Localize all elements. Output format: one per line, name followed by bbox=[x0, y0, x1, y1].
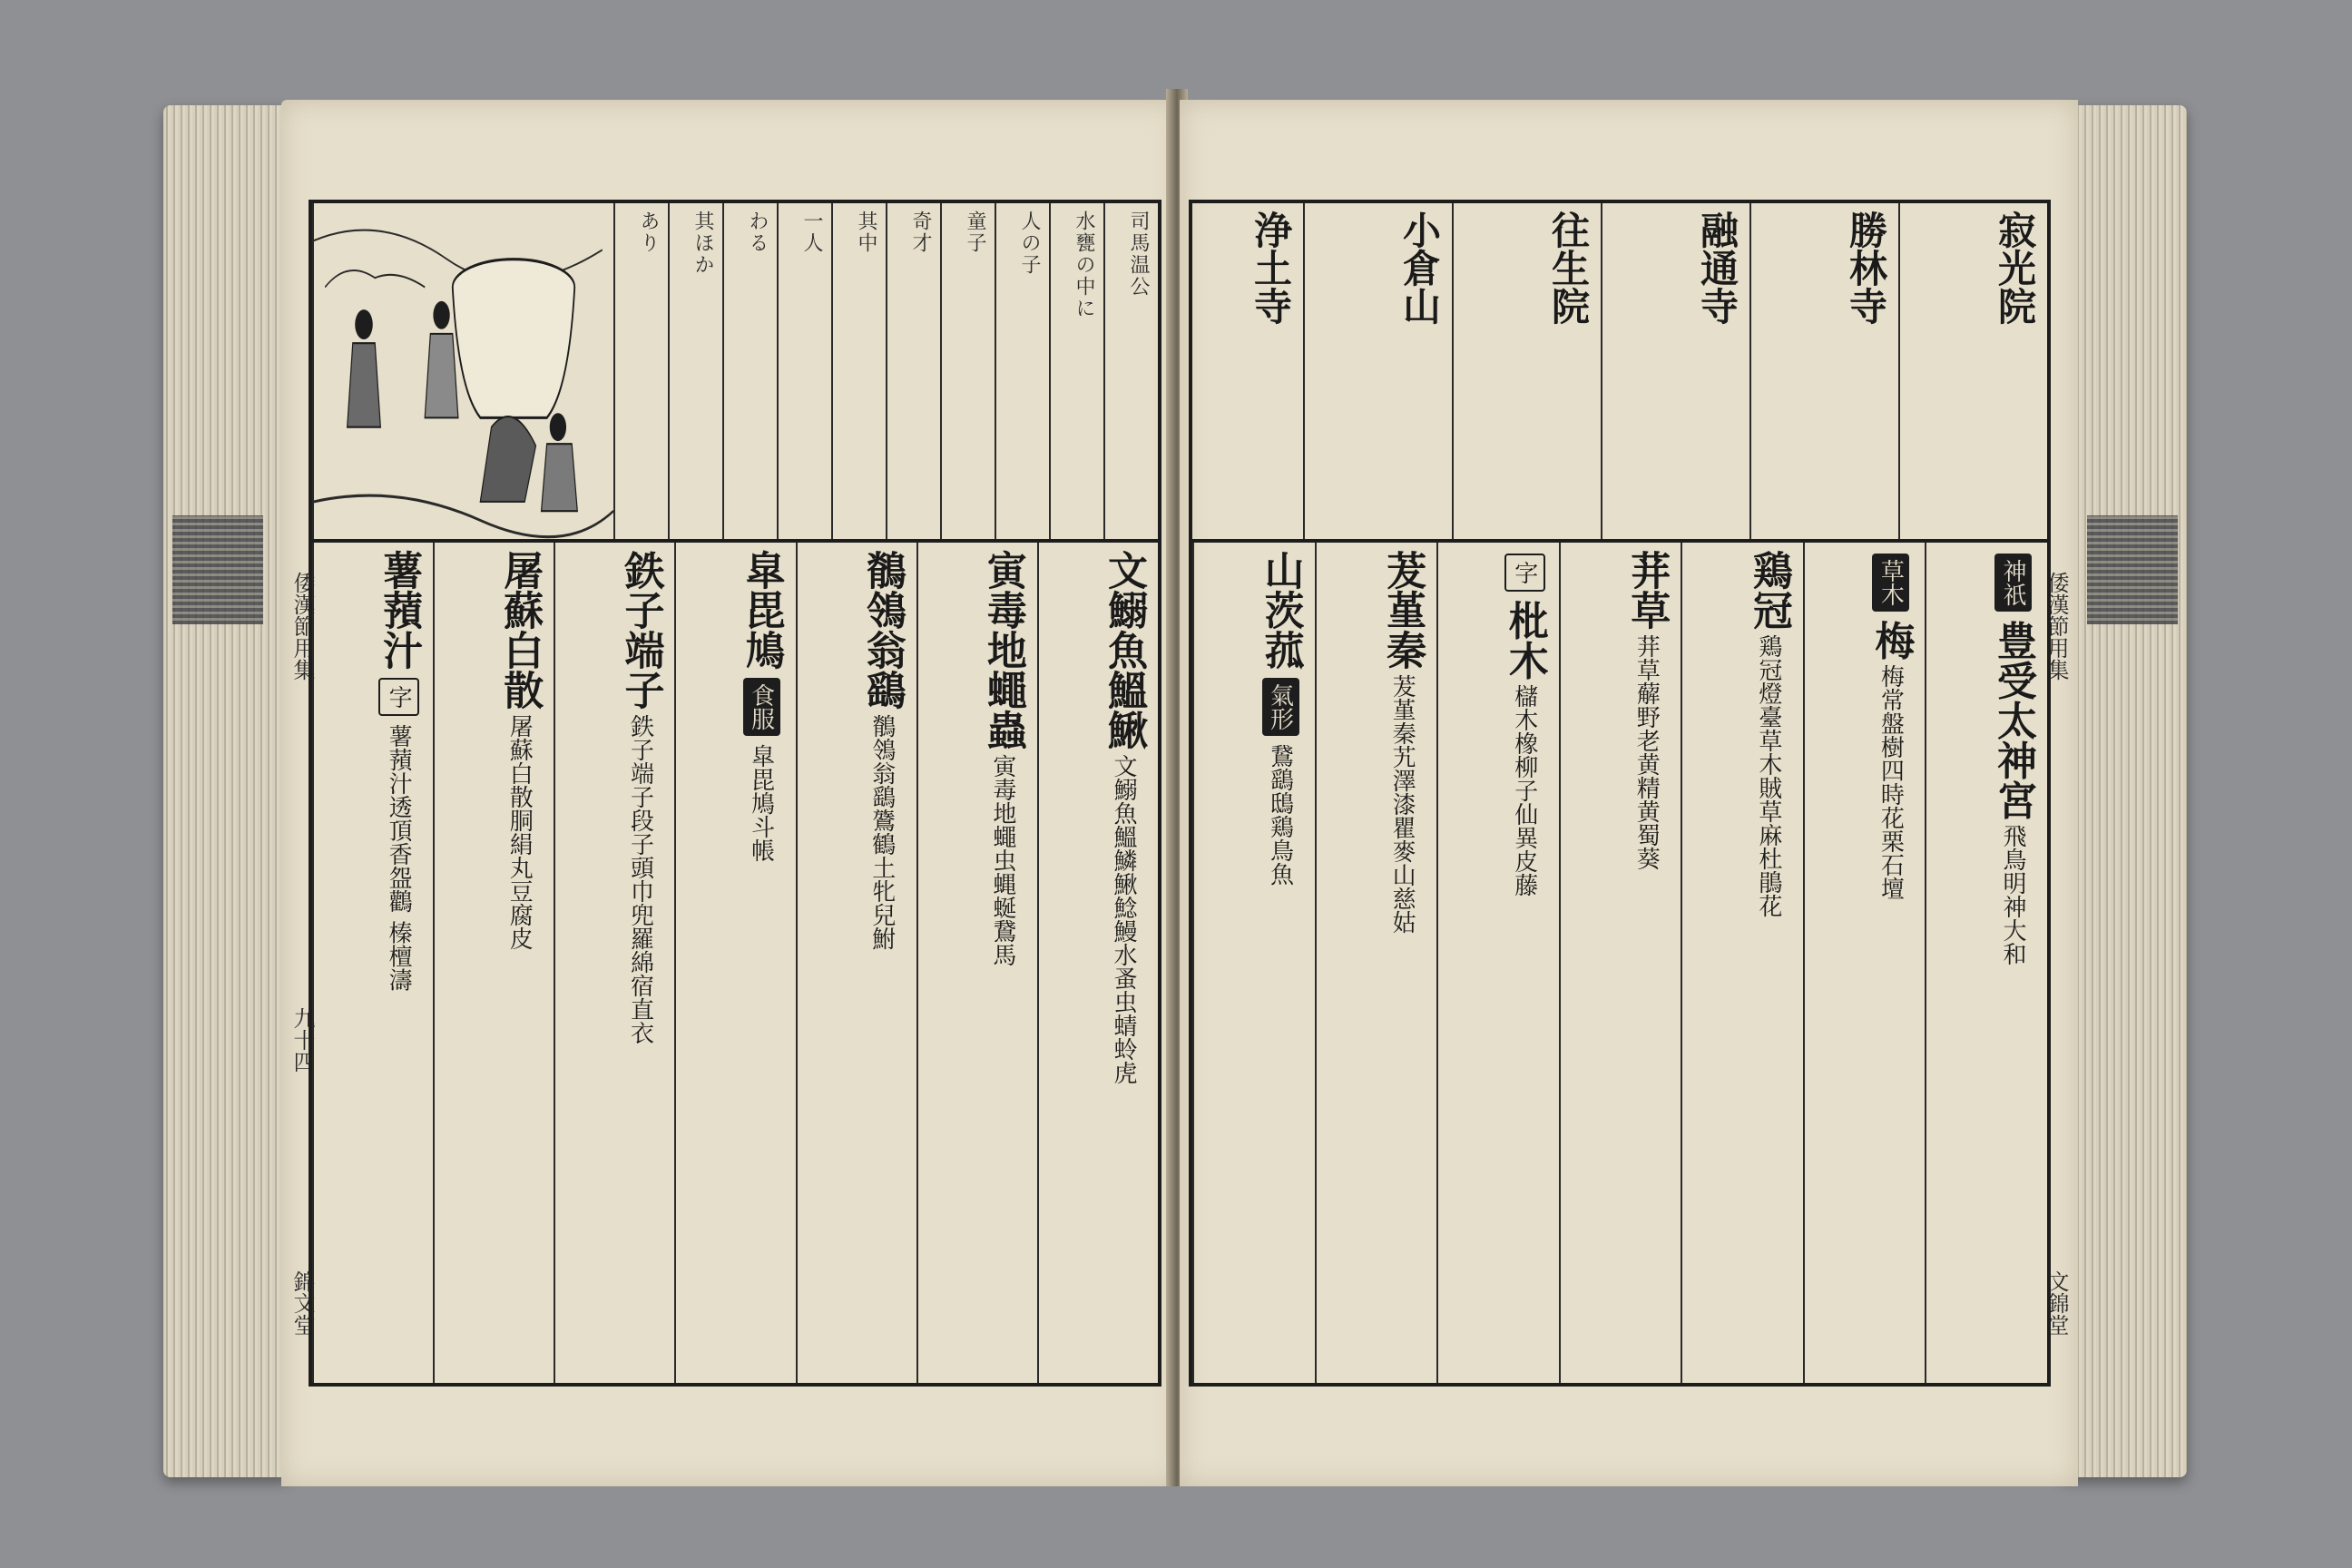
right-page-frame bbox=[1189, 200, 2051, 1387]
left-margin-page: 九十四 bbox=[289, 1007, 315, 1073]
entry-big: 鶺鴒翁鷂 bbox=[858, 550, 906, 710]
dictionary-column bbox=[433, 543, 554, 1383]
dictionary-column bbox=[1037, 543, 1158, 1383]
right-lower-section bbox=[1192, 543, 2047, 1383]
entry-small: 屠蘇白散胴絹丸豆腐皮 bbox=[505, 714, 534, 951]
left-margin-title: 倭漢節用集 bbox=[289, 572, 315, 681]
entry-small: 鉄子端子段子頭巾兜羅綿宿直衣 bbox=[626, 714, 654, 1045]
temple-entry: 勝林寺 bbox=[1749, 203, 1898, 539]
upper-text-col: 童子 bbox=[940, 203, 995, 539]
entry-big: 寅毒地蠅蟲 bbox=[979, 550, 1026, 750]
woodblock-illustration bbox=[312, 203, 613, 539]
entry-small: 茇堇秦艽澤漆瞿麥山慈姑 bbox=[1388, 674, 1416, 935]
left-margin-imprint: 錦文堂 bbox=[289, 1270, 315, 1336]
right-upper-section bbox=[1192, 203, 2047, 543]
left-lower-section bbox=[312, 543, 1158, 1383]
right-margin-title: 倭漢節用集 bbox=[2043, 572, 2069, 681]
temple-entry: 寂光院 bbox=[1898, 203, 2047, 539]
entry-small: 皐毘鳩斗帳 bbox=[747, 744, 775, 863]
dictionary-column bbox=[1192, 543, 1315, 1383]
open-book bbox=[172, 89, 2178, 1504]
children-and-water-jar-illustration bbox=[314, 203, 613, 539]
left-binding-band bbox=[172, 515, 263, 624]
entry-big: 鉄子端子 bbox=[617, 550, 664, 710]
left-page bbox=[281, 100, 1180, 1486]
entry-big: 枇木 bbox=[1501, 600, 1548, 681]
entry-small: 鵞鷂鴟鶏鳥魚 bbox=[1266, 744, 1294, 887]
upper-text-col: 水甕の中に bbox=[1049, 203, 1103, 539]
temple-entry: 融通寺 bbox=[1601, 203, 1749, 539]
upper-text-col: あり bbox=[613, 203, 668, 539]
category-label: 字 bbox=[1504, 554, 1545, 592]
dictionary-column bbox=[1559, 543, 1681, 1383]
temple-entry: 浄土寺 bbox=[1192, 203, 1303, 539]
dictionary-column bbox=[1681, 543, 1803, 1383]
dictionary-column bbox=[916, 543, 1037, 1383]
upper-text-col: 其中 bbox=[831, 203, 886, 539]
dictionary-column bbox=[1803, 543, 1926, 1383]
right-binding-band bbox=[2087, 515, 2178, 624]
entry-small: 櫧木橡柳子仙異皮藤 bbox=[1510, 684, 1538, 897]
entry-small: 梅常盤樹四時花栗石壇 bbox=[1877, 664, 1905, 901]
dictionary-column bbox=[1315, 543, 1437, 1383]
right-page bbox=[1180, 100, 2078, 1486]
category-label: 字 bbox=[378, 678, 419, 716]
left-page-edge bbox=[163, 105, 290, 1477]
upper-text-col: 司馬温公 bbox=[1103, 203, 1158, 539]
dictionary-column bbox=[1436, 543, 1559, 1383]
category-label: 食服 bbox=[743, 678, 780, 736]
left-page-frame bbox=[309, 200, 1161, 1387]
upper-text-col: 一人 bbox=[777, 203, 831, 539]
dictionary-column bbox=[674, 543, 795, 1383]
upper-text-col: 其ほか bbox=[668, 203, 722, 539]
dictionary-column bbox=[554, 543, 674, 1383]
entry-small: 文鰯魚鰮鱗鰍鯰鰻水蚤虫蜻蛉虎 bbox=[1110, 754, 1137, 1085]
entry-big: 荓草 bbox=[1623, 550, 1671, 630]
dictionary-column bbox=[796, 543, 916, 1383]
category-label: 草木 bbox=[1872, 554, 1909, 612]
entry-big: 薯蕷汁 bbox=[376, 550, 423, 670]
entry-big: 茇堇秦 bbox=[1379, 550, 1426, 670]
entry-small: 鶺鴒翁鷂鷟鶴土牝兒鮒 bbox=[867, 714, 896, 951]
entry-big: 豊受太神宮 bbox=[1990, 620, 2036, 820]
temple-entry: 往生院 bbox=[1452, 203, 1601, 539]
upper-text-col: わる bbox=[722, 203, 777, 539]
entry-small: 荓草薢野老黄精黄蜀葵 bbox=[1632, 634, 1661, 871]
entry-big: 文鰯魚鰮鰍 bbox=[1101, 550, 1147, 750]
entry-big: 屠蘇白散 bbox=[496, 550, 544, 710]
category-label: 氣形 bbox=[1262, 678, 1299, 736]
dictionary-column bbox=[312, 543, 433, 1383]
entry-small: 鶏冠燈臺草木賊草麻杜鵑花 bbox=[1754, 634, 1782, 918]
right-margin-imprint: 文錦堂 bbox=[2043, 1270, 2069, 1336]
entry-big: 山茨菰 bbox=[1257, 550, 1304, 670]
entry-small: 寅毒地蠅虫蝿蜒鵞馬 bbox=[988, 754, 1016, 967]
entry-big: 皐毘鳩 bbox=[738, 550, 785, 670]
entry-small: 飛鳥明神大和 bbox=[1999, 824, 2026, 966]
right-page-edge bbox=[2060, 105, 2187, 1477]
entry-big: 鶏冠 bbox=[1745, 550, 1792, 630]
left-upper-section bbox=[312, 203, 1158, 543]
temple-entry: 小倉山 bbox=[1303, 203, 1452, 539]
upper-text-col: 人の子 bbox=[995, 203, 1049, 539]
entry-small: 薯蕷汁透頂香盌鸛 榛檀濤 bbox=[385, 724, 413, 992]
category-label: 神祇 bbox=[1994, 554, 2032, 612]
upper-text-col: 奇才 bbox=[886, 203, 940, 539]
dictionary-column bbox=[1925, 543, 2047, 1383]
entry-big: 梅 bbox=[1867, 620, 1915, 661]
